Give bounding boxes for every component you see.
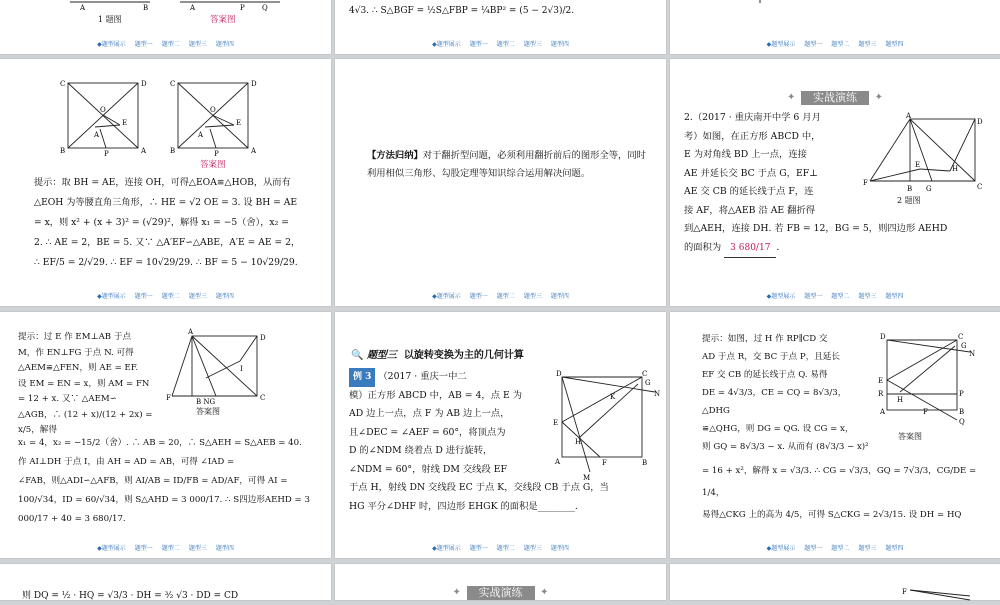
svg-text:A: A — [198, 131, 204, 139]
nav-bar — [335, 543, 666, 555]
svg-text:B: B — [907, 185, 913, 193]
svg-text:D: D — [977, 118, 983, 126]
method-label: 【方法归纳】 — [367, 150, 423, 161]
caption-right: 答案图 — [210, 15, 236, 25]
square-figures — [0, 59, 331, 174]
svg-text:C: C — [260, 394, 266, 402]
answer-figure-caption: 答案图 — [196, 407, 220, 416]
nav-type-1[interactable]: 题型一 — [134, 41, 153, 48]
nav-bar — [670, 39, 1000, 51]
svg-text:E: E — [122, 119, 128, 127]
nav-type-4[interactable]: 题型四 — [550, 293, 569, 300]
svg-text:H: H — [952, 165, 959, 173]
slide-12[interactable] — [670, 564, 1000, 600]
svg-text:C: C — [60, 80, 66, 88]
svg-text:A: A — [94, 131, 100, 139]
slide-6[interactable] — [670, 59, 1000, 306]
hint-lower: x₁ = 4，x₂ = −15/2（舍）. ∴ AB = 20，∴ S△AEH = S△AEB = 40. 作 AI⊥DH 于点 I，由 AH = AD = AB，可得 ∠IAD = ∠FAB，则△ADI∽△AFB，则 AI/AB = ID/FB = AD/AF，可得 AI = 100/√34，ID = 60/√34，则 S△AHD = 3 000/17. ∴ S四边形AEHD = 3 000/17 + 40 = 3 680/17. — [18, 438, 310, 524]
nav-bar — [670, 291, 1000, 303]
svg-text:F: F — [902, 588, 907, 596]
nav-type-2[interactable]: 题型二 — [161, 41, 180, 48]
nav-type-4[interactable]: 题型四 — [215, 41, 234, 48]
nav-type-1[interactable]: 题型一 — [134, 293, 153, 300]
nav-type-1[interactable]: 题型一 — [469, 545, 488, 552]
slide-12-figure — [670, 564, 1000, 600]
svg-text:E: E — [878, 377, 884, 385]
problem-2-figure — [863, 112, 983, 199]
svg-text:B NG: B NG — [196, 398, 216, 406]
nav-type-2[interactable]: 题型二 — [831, 545, 850, 552]
nav-bar — [670, 543, 1000, 555]
slide-3[interactable] — [670, 0, 1000, 54]
nav-overview[interactable]: ◆题型展示 — [766, 293, 796, 300]
svg-text:O: O — [210, 106, 216, 114]
svg-text:D: D — [880, 333, 886, 341]
svg-text:B: B — [642, 459, 648, 467]
nav-type-2[interactable]: 题型二 — [496, 293, 515, 300]
nav-type-2[interactable]: 题型二 — [161, 545, 180, 552]
svg-text:Q: Q — [262, 4, 268, 12]
svg-text:R: R — [878, 390, 884, 398]
example-3-figure — [550, 370, 661, 482]
nav-type-1[interactable]: 题型一 — [804, 41, 823, 48]
nav-type-4[interactable]: 题型四 — [885, 293, 904, 300]
nav-overview[interactable]: ◆题型展示 — [432, 41, 461, 48]
nav-type-4[interactable]: 题型四 — [550, 41, 569, 48]
svg-text:E: E — [915, 161, 921, 169]
hint-upper: 提示：过 E 作 EM⊥AB 于点 M，作 EN⊥FG 于点 N. 可得 △AEM≌△FEN，则 AE = EF. 设 EM = EN = x，则 AM = FN = 12 + x. 又∵ △AEM∽ △AGB，∴ (12 + x)/(12 + 2x) = x/5，解得 — [18, 332, 153, 435]
answer-value: 3 680/17 — [724, 239, 776, 259]
nav-type-3[interactable]: 题型三 — [858, 41, 877, 48]
svg-text:B: B — [60, 147, 66, 155]
svg-text:A: A — [141, 147, 147, 155]
nav-type-4[interactable]: 题型四 — [885, 41, 904, 48]
answer-figure — [875, 332, 985, 432]
nav-type-3[interactable]: 题型三 — [188, 293, 207, 300]
nav-bar — [335, 39, 666, 51]
slide-10[interactable] — [0, 564, 331, 600]
svg-text:B: B — [959, 408, 965, 416]
magnifier-icon: 🔍 — [351, 350, 364, 361]
svg-text:D: D — [141, 80, 147, 88]
svg-text:H: H — [897, 396, 904, 404]
svg-text:B: B — [143, 4, 149, 12]
nav-bar — [0, 291, 331, 303]
slide-8[interactable] — [335, 312, 666, 558]
nav-type-1[interactable]: 题型一 — [804, 545, 823, 552]
svg-text:A: A — [80, 4, 86, 12]
nav-type-3[interactable]: 题型三 — [188, 545, 207, 552]
slide-2[interactable] — [335, 0, 666, 54]
svg-text:D: D — [556, 370, 562, 378]
svg-text:C: C — [977, 183, 983, 191]
nav-overview[interactable]: ◆题型展示 — [432, 545, 461, 552]
hint-upper: 提示：如图，过 H 作 RP∥CD 交 AD 于点 R，交 BC 于点 P，且延长 EF 交 CB 的延长线于点 Q. 易得 DE = 4√3/3，CE = CQ = 8√3/3，△DHG ≌△QHG，则 DG = QG. 设 CG = x， 则 GQ = 8√3/3 − x. 从而有 (8√3/3 − x)² — [702, 334, 869, 452]
svg-text:F: F — [602, 459, 607, 467]
problem-2: 2.（2017 · 重庆南开中学 6 月月 考）如图，在正方形 ABCD 中， E 为对角线 BD 上一点，连接 AE 并延长交 BC 于点 G，EF⊥ AE 交 CB 的延长线于点 F，连 接 AF，将△AEB 沿 AE 翻折得 到△AEH，连接 DH. 若 FB = 12，BG = 5，则四边形 AEHD 的面积为 3 680/17 . — [684, 109, 994, 258]
example-badge: 例 3 — [349, 368, 375, 387]
svg-text:B: B — [170, 147, 176, 155]
slide-1[interactable] — [0, 0, 331, 54]
answer-figure-caption: 答案图 — [898, 432, 922, 441]
figure-caption: 2 题图 — [897, 196, 921, 205]
svg-text:D: D — [260, 334, 266, 342]
svg-text:P: P — [240, 4, 245, 12]
nav-type-2[interactable]: 题型二 — [496, 545, 515, 552]
nav-overview[interactable]: ◆题型展示 — [97, 41, 126, 48]
svg-text:P: P — [959, 390, 964, 398]
svg-text:G: G — [645, 379, 651, 387]
answer-figure-caption: 答案图 — [200, 160, 226, 170]
svg-text:A: A — [906, 112, 912, 120]
solution-line: 4√3. ∴ S△BGF = ½S△FBP = ¼BP² = (5 − 2√3)/2. — [349, 6, 575, 16]
method-summary — [367, 147, 653, 183]
svg-text:M: M — [583, 474, 591, 482]
nav-type-3[interactable]: 题型三 — [858, 545, 877, 552]
practice-banner: ✦ 实战演练 ✦ — [801, 91, 869, 105]
nav-type-2[interactable]: 题型二 — [831, 41, 850, 48]
example-3: 例 3 （2017 · 重庆一中二 模）正方形 ABCD 中，AB = 4，点 E 为 AD 边上一点，点 F 为 AB 边上一点， 且∠DEC = ∠AEF = 60°，将顶点为 D 的∠NDM 绕着点 D 进行旋转， ∠NDM = 60°，射线 DM 交线段 EF 于点 H，射线 DN 交线段 EC 于点 K，交线段 CB 于点 G，当 HG 平分∠DHF 时，四边形 EHGK 的面积是________. — [349, 368, 659, 516]
nav-type-2[interactable]: 题型二 — [161, 293, 180, 300]
nav-type-2[interactable]: 题型二 — [831, 293, 850, 300]
svg-text:C: C — [170, 80, 176, 88]
nav-overview[interactable]: ◆题型展示 — [97, 293, 126, 300]
svg-text:P: P — [214, 150, 219, 158]
svg-text:F: F — [923, 408, 928, 416]
answer-figure — [166, 326, 280, 406]
nav-type-3[interactable]: 题型三 — [188, 41, 207, 48]
svg-text:E: E — [236, 119, 242, 127]
svg-text:N: N — [654, 390, 661, 398]
svg-text:D: D — [251, 80, 257, 88]
svg-text:K: K — [610, 393, 616, 401]
svg-text:Q: Q — [959, 418, 965, 426]
svg-text:C: C — [958, 333, 964, 341]
nav-type-3[interactable]: 题型三 — [523, 41, 542, 48]
nav-type-1[interactable]: 题型一 — [469, 41, 488, 48]
svg-text:E: E — [553, 419, 559, 427]
nav-type-1[interactable]: 题型一 — [469, 293, 488, 300]
svg-text:A: A — [190, 4, 196, 12]
nav-type-4[interactable]: 题型四 — [215, 545, 234, 552]
svg-text:P: P — [104, 150, 109, 158]
svg-text:A: A — [555, 458, 561, 466]
svg-text:A: A — [880, 408, 886, 416]
svg-text:A: A — [188, 328, 194, 336]
svg-text:H: H — [575, 438, 582, 446]
nav-overview[interactable]: ◆题型展示 — [432, 293, 461, 300]
nav-overview[interactable]: ◆题型展示 — [97, 545, 126, 552]
svg-text:C: C — [642, 370, 648, 378]
svg-text:O: O — [100, 106, 106, 114]
slide-4[interactable] — [0, 59, 331, 306]
nav-type-4[interactable]: 题型四 — [885, 545, 904, 552]
nav-type-1[interactable]: 题型一 — [134, 545, 153, 552]
hint-paragraph: 提示：取 BH = AE，连接 OH，可得△EOA≌△HOB，从而有 △EOH 为等腰直角三角形，∴ HE = √2 OE = 3. 设 BH = AE = x，则 x² + (x + 3)² = (√29)²，解得 x₁ = −5（舍），x₂ = 2. ∴ AE = 2，BE = 5. 又∵ △A′EF∽△ABE，A′E = AE = 2， ∴ EF/5 = 2/√29. ∴ EF = 10√29/29. ∴ BF = 5 − 10√29/29. — [34, 177, 301, 268]
nav-type-4[interactable]: 题型四 — [215, 293, 234, 300]
slide-7[interactable] — [0, 312, 331, 558]
nav-type-1[interactable]: 题型一 — [804, 293, 823, 300]
method-text: 对于翻折型问题，必须利用翻折前后的图形全等，同时利用相似三角形、勾股定理等知识综合运用解决问题。 — [367, 150, 646, 179]
nav-type-3[interactable]: 题型三 — [858, 293, 877, 300]
svg-text:G: G — [926, 185, 932, 193]
nav-type-4[interactable]: 题型四 — [550, 545, 569, 552]
slide-5[interactable] — [335, 59, 666, 306]
svg-text:F: F — [166, 394, 171, 402]
svg-text:N: N — [969, 350, 976, 358]
solution-line: 则 DQ = ½ · HQ = √3/3 · DH = ³⁄₂ √3 · DD = CD — [22, 591, 239, 601]
hint-lower: = 16 + x²，解得 x = √3/3. ∴ CG = √3/3，GQ = 7√3/3，CG/DE = 1/4， 易得△CKG 上的高为 4/5，可得 S△CKG = 2√3/15. 设 DH = HQ — [702, 466, 977, 520]
nav-type-3[interactable]: 题型三 — [523, 545, 542, 552]
nav-bar — [0, 543, 331, 555]
nav-overview[interactable]: ◆题型展示 — [766, 41, 796, 48]
section-header: 🔍 题型三 以旋转变换为主的几何计算 — [351, 350, 524, 361]
svg-text:A: A — [251, 147, 257, 155]
slide-11[interactable] — [335, 564, 666, 600]
nav-type-2[interactable]: 题型二 — [496, 41, 515, 48]
nav-overview[interactable]: ◆题型展示 — [766, 545, 796, 552]
nav-bar — [0, 39, 331, 51]
caption-left: 1 题图 — [98, 15, 122, 24]
svg-text:I: I — [240, 365, 243, 373]
svg-text:G: G — [961, 342, 967, 350]
slide-9[interactable] — [670, 312, 1000, 558]
nav-bar — [335, 291, 666, 303]
svg-text:F: F — [863, 179, 868, 187]
nav-type-3[interactable]: 题型三 — [523, 293, 542, 300]
practice-banner: ✦ 实战演练 ✦ — [467, 586, 535, 600]
